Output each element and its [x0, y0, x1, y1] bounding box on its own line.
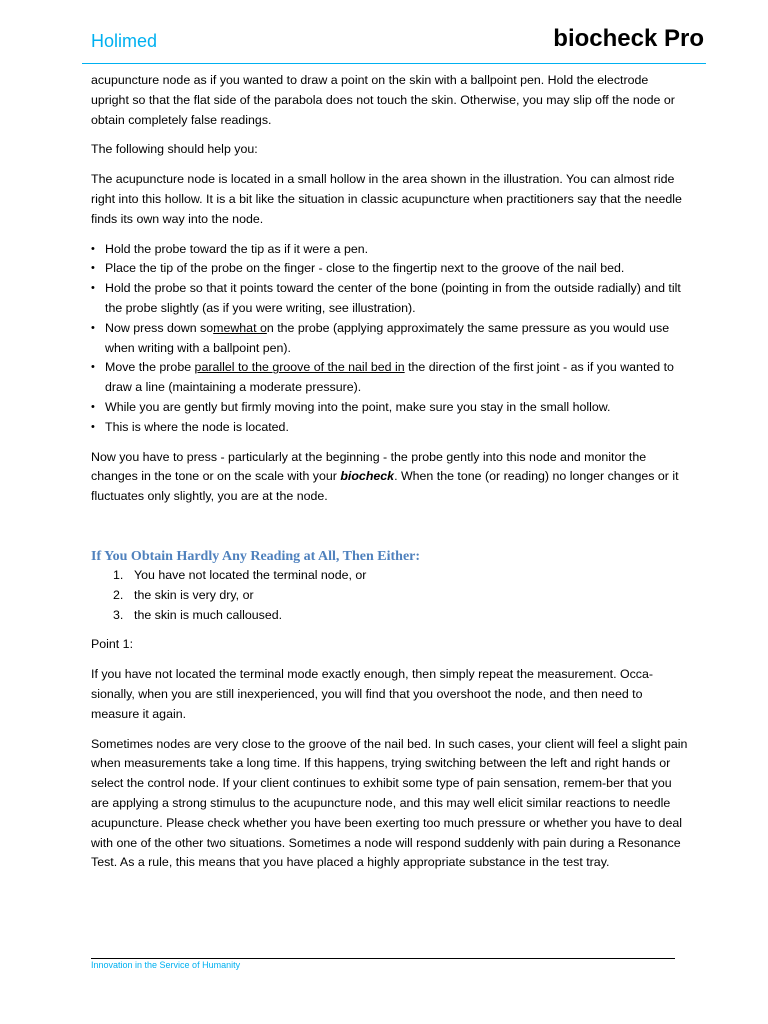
- text-segment: Move the probe: [105, 360, 195, 375]
- paragraph-following-help: The following should help you:: [91, 142, 258, 157]
- paragraph-electrode-hold: acupuncture node as if you wanted to draw a point on the skin with a ballpoint pen. Hold the electrode upright so that the flat side of the parabola does not touch the skin. Otherwise, you may slip off the node or obtain completely false readings.: [91, 73, 675, 127]
- item-text: the skin is very dry, or: [134, 587, 254, 602]
- bullet-item: [91, 358, 689, 398]
- numbered-item: [91, 606, 689, 626]
- section-heading-hardly-any-reading: If You Obtain Hardly Any Reading at All, Then Either:: [91, 548, 421, 564]
- item-text: You have not located the terminal node, or: [134, 567, 367, 582]
- bullet-item: • Hold the probe toward the tip as if it were a pen.: [91, 240, 689, 260]
- bullet-item: • Hold the probe so that it points toward the center of the bone (pointing in from the outside radially) and tilt the probe slightly (as if you were writing, see illustration).: [91, 279, 689, 319]
- text-segment: Now press down so: [105, 320, 214, 335]
- page-content: [91, 71, 689, 883]
- item-number: 3.: [113, 607, 124, 622]
- paragraph-small-hollow: [91, 170, 689, 229]
- header-brand-holimed: Holimed: [91, 31, 158, 51]
- point1-label: Point 1:: [91, 637, 134, 652]
- reasons-numbered-list: [91, 566, 689, 625]
- text-segment: n the probe (applying approximately the same pressure as you would use when writing with a ballpoint pen).: [105, 320, 670, 355]
- brand-biocheck: biocheck: [340, 469, 395, 484]
- item-number: 2.: [113, 587, 124, 602]
- header-divider: [82, 63, 706, 64]
- bullet-item: • While you are gently but firmly moving into the point, make sure you stay in the small hollow.: [91, 398, 689, 418]
- text-segment: in the area shown in the illustration. You can almost ride right into this hollow. It is a bit like the situation in classic acupuncture when practitioners say that the needle finds its own way into the node.: [91, 172, 682, 226]
- bullet-item: • Place the tip of the probe on the finger - close to the fingertip next to the groove of the nail bed.: [91, 259, 689, 279]
- paragraph-press-node: [91, 448, 689, 507]
- text-segment: The acupuncture node is located in a: [91, 172, 298, 187]
- item-number: 1.: [113, 567, 124, 582]
- instruction-bullet-list: [91, 240, 689, 438]
- numbered-item: [91, 566, 689, 586]
- underlined-text: parallel to the groove of the nail bed in: [194, 360, 405, 375]
- numbered-item: [91, 586, 689, 606]
- text-segment: the direction of the first joint - as if you wanted to draw a line (maintaining a moderate pressure).: [105, 360, 674, 395]
- bullet-item: • This is where the node is located.: [91, 418, 689, 438]
- emphasis-small-hollow: small hollow: [297, 172, 366, 187]
- header-product-title: biocheck Pro: [553, 25, 704, 52]
- item-text: the skin is much calloused.: [134, 607, 283, 622]
- paragraph-repeat-measurement: If you have not located the terminal mode exactly enough, then simply repeat the measurement. Occa-sionally, when you are still inexperienced, you will find that you overshoot the node, and then need to measure it again.: [91, 667, 654, 721]
- bullet-item: [91, 319, 689, 359]
- text-segment: Now you have to press - particularly at the beginning - the probe gently into this node and monitor the changes in the tone or on the scale with your: [91, 449, 647, 484]
- underlined-text: mewhat o: [213, 320, 267, 335]
- footer-divider: [91, 958, 675, 959]
- text-segment: . When the tone (or reading) no longer changes or it fluctuates only slightly, you are at the node.: [91, 469, 679, 504]
- footer-tagline: Innovation in the Service of Humanity: [91, 960, 241, 970]
- paragraph-nail-bed-pain: Sometimes nodes are very close to the groove of the nail bed. In such cases, your client will feel a slight pain when measurements take a long time. If this happens, trying switching between the left and right hands or select the control node. If your client continues to exhibit some type of pain sensation, remem-ber that you are applying a strong stimulus to the acupuncture node, and this may well elicit similar reactions to needle acupuncture. Please check whether you have been exerting too much pressure or whether you have to deal with one of the other two situations. Sometimes a node will respond suddenly with pain during a Resonance Test. As a rule, this means that you have placed a highly appropriate substance in the test tray.: [91, 736, 688, 870]
